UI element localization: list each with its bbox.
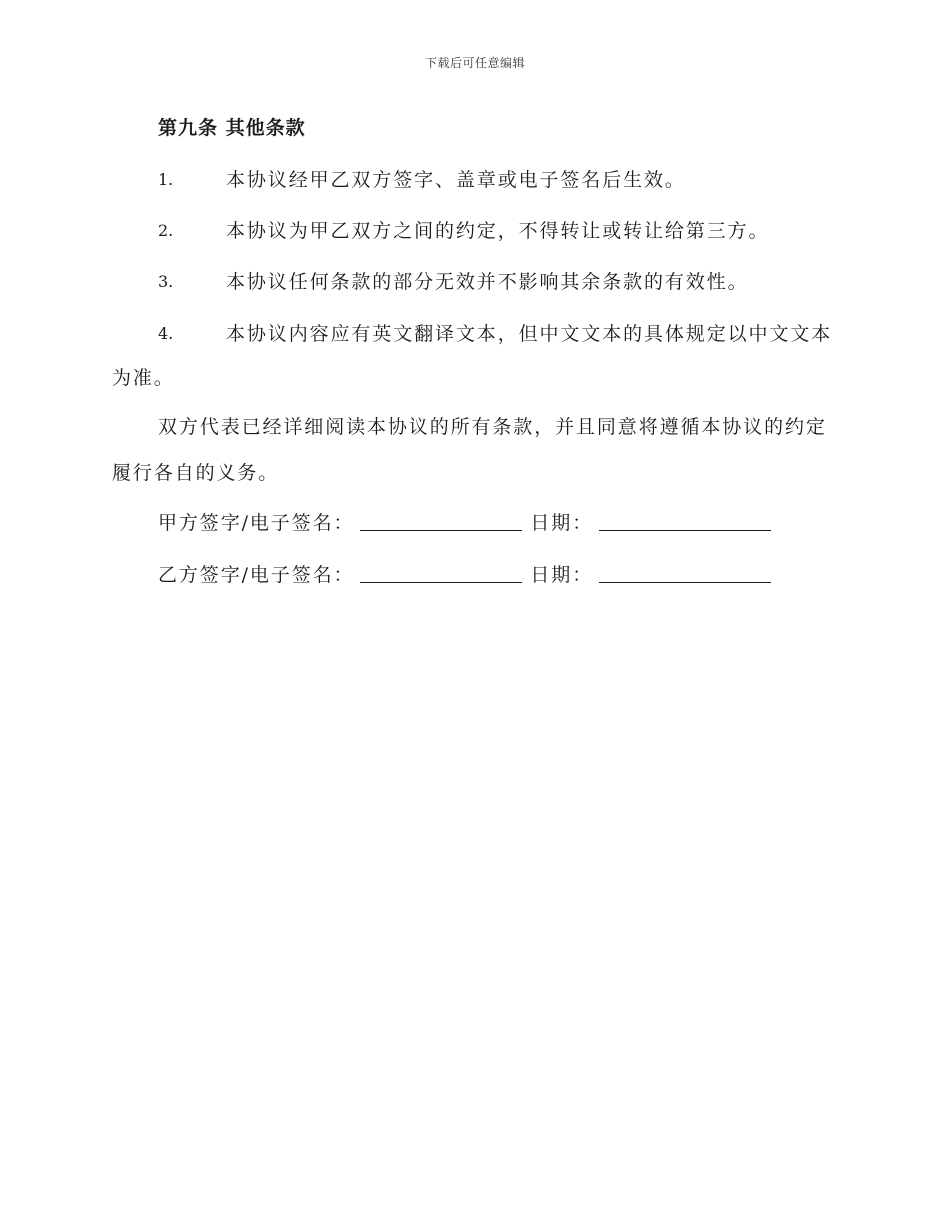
- date-blank[interactable]: [599, 562, 771, 583]
- signature-line-party-b: [158, 560, 779, 587]
- clause-text: 本协议经甲乙双方签字、盖章或电子签名后生效。: [226, 169, 686, 191]
- clause-3: [112, 260, 834, 304]
- section-title: 第九条 其他条款: [158, 117, 306, 139]
- signature-blank[interactable]: [360, 510, 522, 531]
- clause-2: [112, 209, 834, 253]
- clause-1: [112, 158, 834, 202]
- signature-line-party-a: [158, 508, 779, 535]
- signature-label: 乙方签字/电子签名：: [158, 564, 355, 586]
- clause-text: 本协议为甲乙双方之间的约定，不得转让或转让给第三方。: [226, 220, 770, 242]
- clause-number: 2.: [158, 221, 174, 240]
- clause-text: 本协议内容应有英文翻译文本，但中文文本的具体规定以中文文本为准。: [112, 323, 833, 389]
- date-label: 日期：: [530, 564, 594, 586]
- signature-label: 甲方签字/电子签名：: [158, 512, 355, 534]
- clause-number: 3.: [158, 272, 174, 291]
- clause-4: [112, 312, 834, 400]
- signature-blank[interactable]: [360, 562, 522, 583]
- header-note: 下载后可任意编辑: [424, 56, 525, 70]
- clause-number: 1.: [158, 170, 174, 189]
- date-label: 日期：: [530, 512, 594, 534]
- date-blank[interactable]: [599, 510, 771, 531]
- clause-text: 本协议任何条款的部分无效并不影响其余条款的有效性。: [226, 271, 749, 293]
- clause-number: 4.: [158, 324, 174, 343]
- closing-statement: 双方代表已经详细阅读本协议的所有条款，并且同意将遵循本协议的约定履行各自的义务。: [112, 416, 827, 484]
